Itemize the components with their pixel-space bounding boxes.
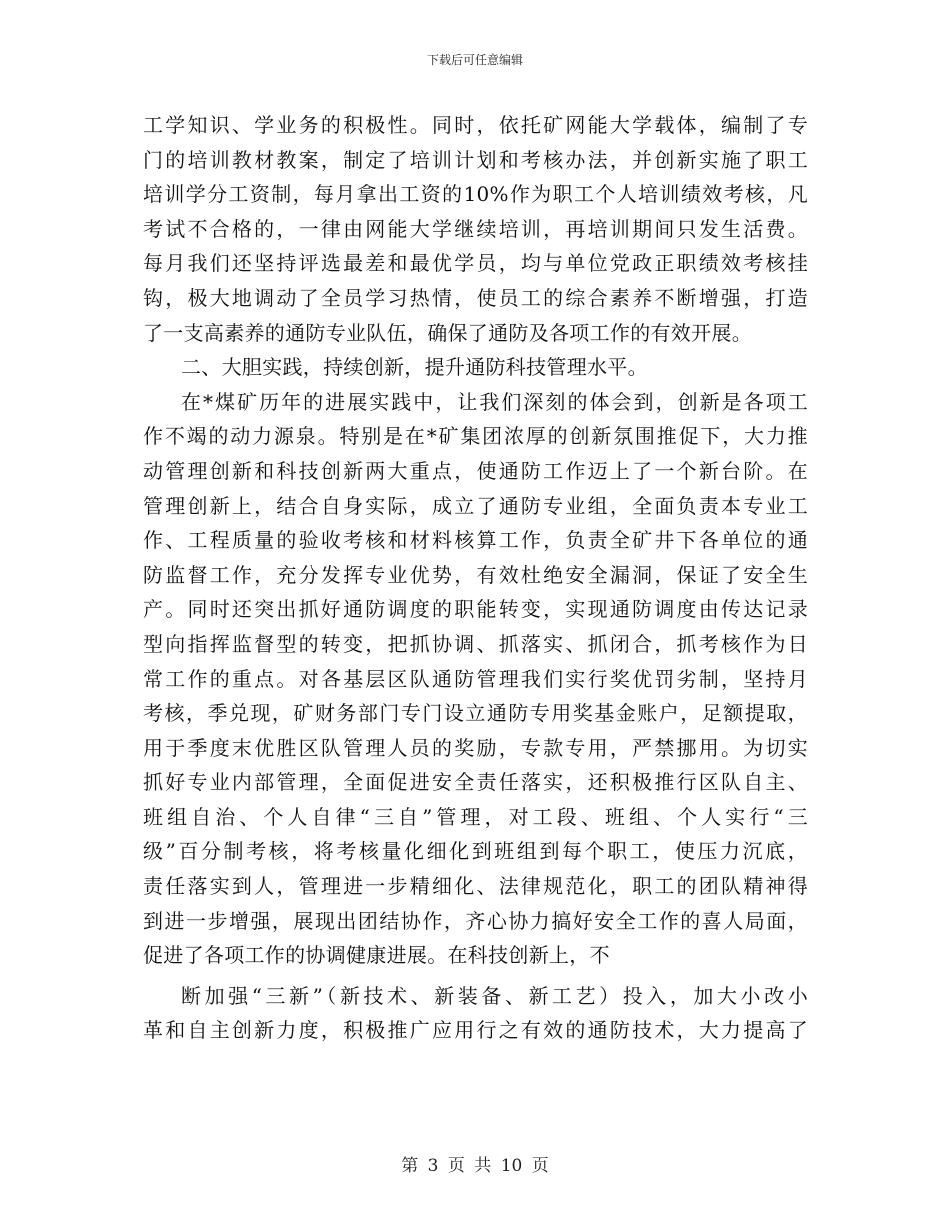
text-line: 革和自主创新力度，积极推广应用行之有效的通防技术，大力提高了 xyxy=(143,1018,808,1043)
text-line: 在*煤矿历年的进展实践中，让我们深刻的体会到，创新是各项工 xyxy=(181,389,808,414)
text-line: 促进了各项工作的协调健康进展。在科技创新上，不 xyxy=(143,943,610,968)
text-line: 考试不合格的，一律由网能大学继续培训，再培训期间只发生活费。 xyxy=(143,216,808,241)
text-line: 工学知识、学业务的积极性。同时，依托矿网能大学载体，编制了专 xyxy=(143,113,808,137)
text-line: 培训学分工资制，每月拿出工资的10%作为职工个人培训绩效考核，凡 xyxy=(143,182,808,207)
text-line: 常工作的重点。对各基层区队通防管理我们实行奖优罚劣制，坚持月 xyxy=(143,666,808,691)
text-line: 作不竭的动力源泉。特别是在*矿集团浓厚的创新氛围推促下，大力推 xyxy=(143,424,808,449)
text-line: 动管理创新和科技创新两大重点，使通防工作迈上了一个新台阶。在 xyxy=(143,458,808,483)
text-line: 考核，季兑现，矿财务部门专门设立通防专用奖基金账户，足额提取， xyxy=(143,701,808,726)
text-line: 钩，极大地调动了全员学习热情，使员工的综合素养不断增强，打造 xyxy=(143,285,808,310)
text-line: 责任落实到人，管理进一步精细化、法律规范化，职工的团队精神得 xyxy=(143,874,808,899)
text-line: 门的培训教材教案，制定了培训计划和考核办法，并创新实施了职工 xyxy=(143,147,808,172)
text-line: 用于季度末优胜区队管理人员的奖励，专款专用，严禁挪用。为切实 xyxy=(143,735,808,760)
page-number: 第 3 页 共 10 页 xyxy=(401,1156,549,1176)
text-line: 每月我们还坚持评选最差和最优学员，均与单位党政正职绩效考核挂 xyxy=(143,251,808,276)
text-line: 作、工程质量的验收考核和材料核算工作，负责全矿井下各单位的通 xyxy=(143,528,808,553)
text-line: 到进一步增强，展现出团结协作，齐心协力搞好安全工作的喜人局面， xyxy=(143,908,808,933)
text-line: 二、大胆实践，持续创新，提升通防科技管理水平。 xyxy=(181,355,648,380)
text-line: 产。同时还突出抓好通防调度的职能转变，实现通防调度由传达记录 xyxy=(143,597,808,622)
text-line: 了一支高素养的通防专业队伍，确保了通防及各项工作的有效开展。 xyxy=(143,320,752,345)
text-line: 级”百分制考核，将考核量化细化到班组到每个职工，使压力沉底， xyxy=(143,839,808,864)
text-line: 断加强“三新”（新技术、新装备、新工艺）投入，加大小改小 xyxy=(181,983,808,1008)
text-line: 抓好专业内部管理，全面促进安全责任落实，还积极推行区队自主、 xyxy=(143,770,808,795)
document-body xyxy=(143,108,808,1048)
text-line: 管理创新上，结合自身实际，成立了通防专业组，全面负责本专业工 xyxy=(143,493,808,518)
text-line: 防监督工作，充分发挥专业优势，有效杜绝安全漏洞，保证了安全生 xyxy=(143,562,808,587)
page-header: 下载后可任意编辑 xyxy=(426,53,523,67)
text-line: 型向指挥监督型的转变，把抓协调、抓落实、抓闭合，抓考核作为日 xyxy=(143,631,808,656)
text-line: 班组自治、个人自律“三自”管理，对工段、班组、个人实行“三 xyxy=(143,804,808,829)
